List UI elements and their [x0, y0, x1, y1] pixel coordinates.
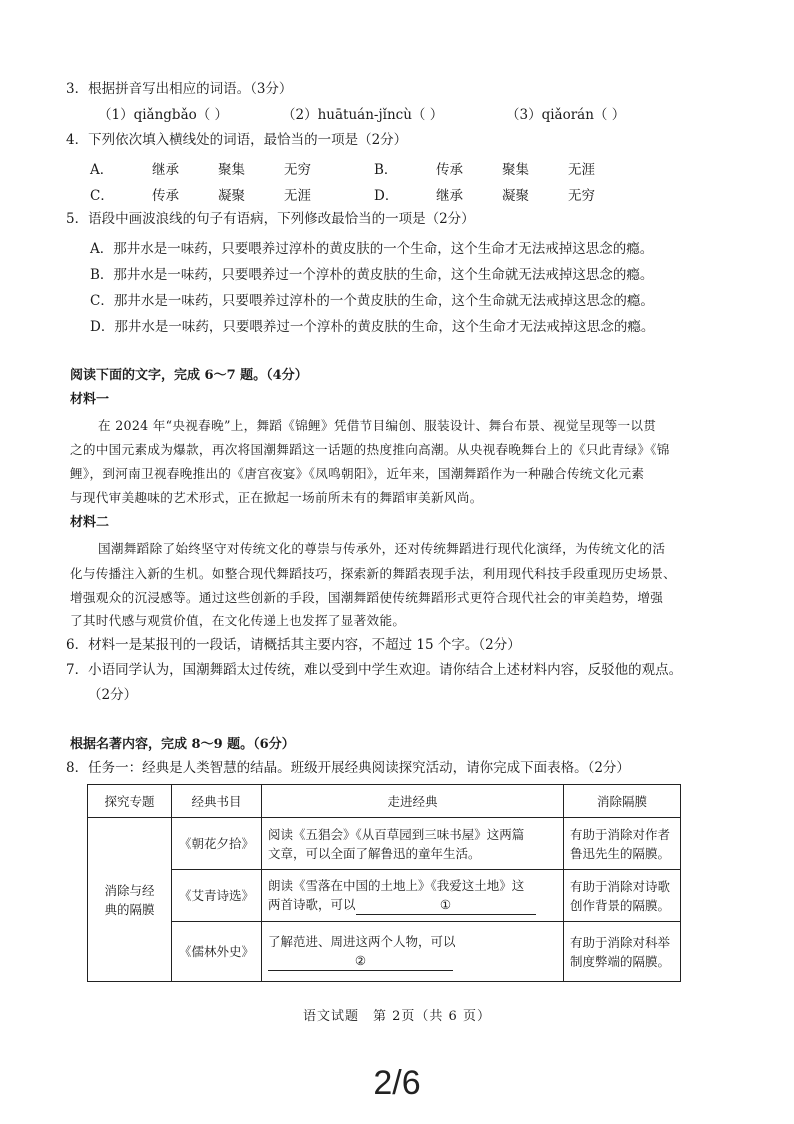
reading-text: 两首诗歌，可以 [268, 897, 356, 912]
material-1-title: 材料一 [70, 392, 110, 407]
q5-option-c: C．那井水是一味药，只要喂养过淳朴的一个黄皮肤的生命，这个生命就无法戒掉这思念的瘾。 [90, 293, 654, 309]
table-header: 探究专题 [88, 785, 172, 818]
classics-intro: 根据名著内容，完成 8～9 题。（6分） [70, 737, 295, 752]
q4-stem: 4．下列依次填入横线处的词语，最恰当的一项是（2分） [66, 132, 408, 148]
option-word: 传承 [436, 162, 463, 178]
q3-item-1: （1）qiǎngbǎo（ ） [98, 107, 229, 123]
q5-option-b: B．那井水是一味药，只要喂养过一个淳朴的黄皮肤的生命，这个生命就无法戒掉这思念的瘾。 [90, 267, 654, 283]
effect-line: 创作背景的隔膜。 [570, 897, 671, 913]
effect-line: 制度弊端的隔膜。 [570, 953, 671, 969]
material-2-line: 国潮舞蹈除了始终坚守对传统文化的尊崇与传承外，还对传统舞蹈进行现代化演绎，为传统文化的活 [98, 541, 666, 556]
material-1-line: 鲤》，到河南卫视春晚推出的《唐宫夜宴》《凤鸣朝阳》，近年来，国潮舞蹈作为一种融合传统文化元素 [70, 466, 645, 481]
reading-cell [262, 870, 564, 922]
page-footer: 语文试题 第 2页（共 6 页） [303, 1009, 491, 1024]
table-row [88, 870, 681, 922]
book-cell: 《艾青诗选》 [172, 870, 262, 922]
q4-option-c [90, 184, 344, 204]
q4-option-a [90, 158, 344, 178]
effect-line: 有助于消除对诗歌 [570, 878, 671, 894]
option-word: 继承 [152, 162, 179, 178]
table-row [88, 818, 681, 870]
q7-score: （2分） [88, 687, 138, 703]
q4-option-b [374, 158, 628, 178]
reading-intro: 阅读下面的文字，完成 6～7 题。（4分） [70, 368, 308, 383]
material-2-line: 增强观众的沉浸感等。通过这些创新的手段，国潮舞蹈使传统舞蹈形式更符合现代社会的审美趋势，增强 [70, 590, 664, 605]
q3-item-3: （3）qiǎorán（ ） [506, 107, 626, 123]
effect-line: 鲁迅先生的隔膜。 [570, 845, 671, 861]
reading-line [268, 895, 557, 915]
reading-line: 了解范进、周进这两个人物，可以 [268, 934, 456, 949]
exploration-table [87, 784, 681, 982]
answer-blank-1[interactable]: ① [356, 895, 536, 915]
option-label: B． [374, 162, 398, 178]
table-header: 走进经典 [262, 785, 564, 818]
option-word: 无涯 [284, 188, 311, 204]
book-cell: 《朝花夕拾》 [172, 818, 262, 870]
page-indicator: 2/6 [373, 1064, 421, 1102]
option-word: 聚集 [502, 162, 529, 178]
table-row [88, 922, 681, 982]
option-word: 凝聚 [218, 188, 245, 204]
reading-line [268, 951, 557, 971]
reading-cell [262, 922, 564, 982]
q4-option-d [374, 184, 628, 204]
material-2-title: 材料二 [70, 515, 110, 530]
q7-stem: 7．小语同学认为，国潮舞蹈太过传统，难以受到中学生欢迎。请你结合上述材料内容，反驳他的观点。 [66, 662, 683, 678]
material-2-line: 化与传播注入新的生机。如整合现代舞蹈技巧，探索新的舞蹈表现手法，利用现代科技手段重现历史场景、 [70, 566, 677, 581]
effect-cell [564, 870, 681, 922]
option-word: 聚集 [218, 162, 245, 178]
effect-cell [564, 818, 681, 870]
q5-option-a: A．那井水是一味药，只要喂养过淳朴的黄皮肤的一个生命，这个生命才无法戒掉这思念的瘾。 [90, 241, 654, 257]
option-word: 凝聚 [502, 188, 529, 204]
material-1-line: 之的中国元素成为爆款，再次将国潮舞蹈这一话题的热度推向高潮。从央视春晚舞台上的《只此青绿》《锦 [70, 442, 670, 457]
q5-stem: 5．语段中画波浪线的句子有语病，下列修改最恰当的一项是（2分） [66, 211, 475, 227]
effect-line: 有助于消除对作者 [570, 826, 671, 842]
option-label: A． [90, 162, 114, 178]
option-word: 继承 [436, 188, 463, 204]
option-word: 无涯 [568, 162, 595, 178]
topic-line: 消除与经 [104, 882, 155, 898]
q5-option-d: D．那井水是一味药，只要喂养过一个淳朴的黄皮肤的生命，这个生命才无法戒掉这思念的瘾。 [90, 319, 655, 335]
effect-cell [564, 922, 681, 982]
option-word: 无穷 [284, 162, 311, 178]
topic-cell [88, 818, 172, 982]
q3-item-2: （2）huātuán-jǐncù（ ） [282, 107, 444, 123]
table-header: 经典书目 [172, 785, 262, 818]
q8-stem: 8．任务一：经典是人类智慧的结晶。班级开展经典阅读探究活动，请你完成下面表格。（2分） [66, 760, 630, 776]
reading-line: 阅读《五猖会》《从百草园到三味书屋》这两篇 [268, 826, 525, 842]
table-header: 消除隔膜 [564, 785, 681, 818]
reading-line: 朗读《雪落在中国的土地上》《我爱这土地》这 [268, 878, 525, 893]
option-label: D． [374, 188, 399, 204]
reading-cell [262, 818, 564, 870]
answer-blank-2[interactable]: ② [268, 951, 453, 971]
material-1-line: 在 2024 年“央视春晚”上，舞蹈《锦鲤》凭借节目编创、服装设计、舞台布景、视觉呈现等一以贯 [98, 418, 657, 433]
effect-line: 有助于消除对科举 [570, 934, 671, 950]
option-word: 传承 [152, 188, 179, 204]
topic-line: 典的隔膜 [104, 901, 155, 917]
option-word: 无穷 [568, 188, 595, 204]
table-header-row [88, 785, 681, 818]
q6-stem: 6．材料一是某报刊的一段话，请概括其主要内容，不超过 15 个字。（2分） [66, 637, 521, 653]
material-1-line: 与现代审美趣味的艺术形式，正在掀起一场前所未有的舞蹈审美新风尚。 [70, 490, 483, 505]
material-2-line: 了其时代感与观赏价值，在文化传递上也发挥了显著效能。 [70, 613, 406, 628]
option-label: C． [90, 188, 114, 204]
q3-stem: 3．根据拼音写出相应的词语。（3分） [66, 81, 293, 97]
book-cell: 《儒林外史》 [172, 922, 262, 982]
reading-line: 文章，可以全面了解鲁迅的童年生活。 [268, 845, 481, 861]
